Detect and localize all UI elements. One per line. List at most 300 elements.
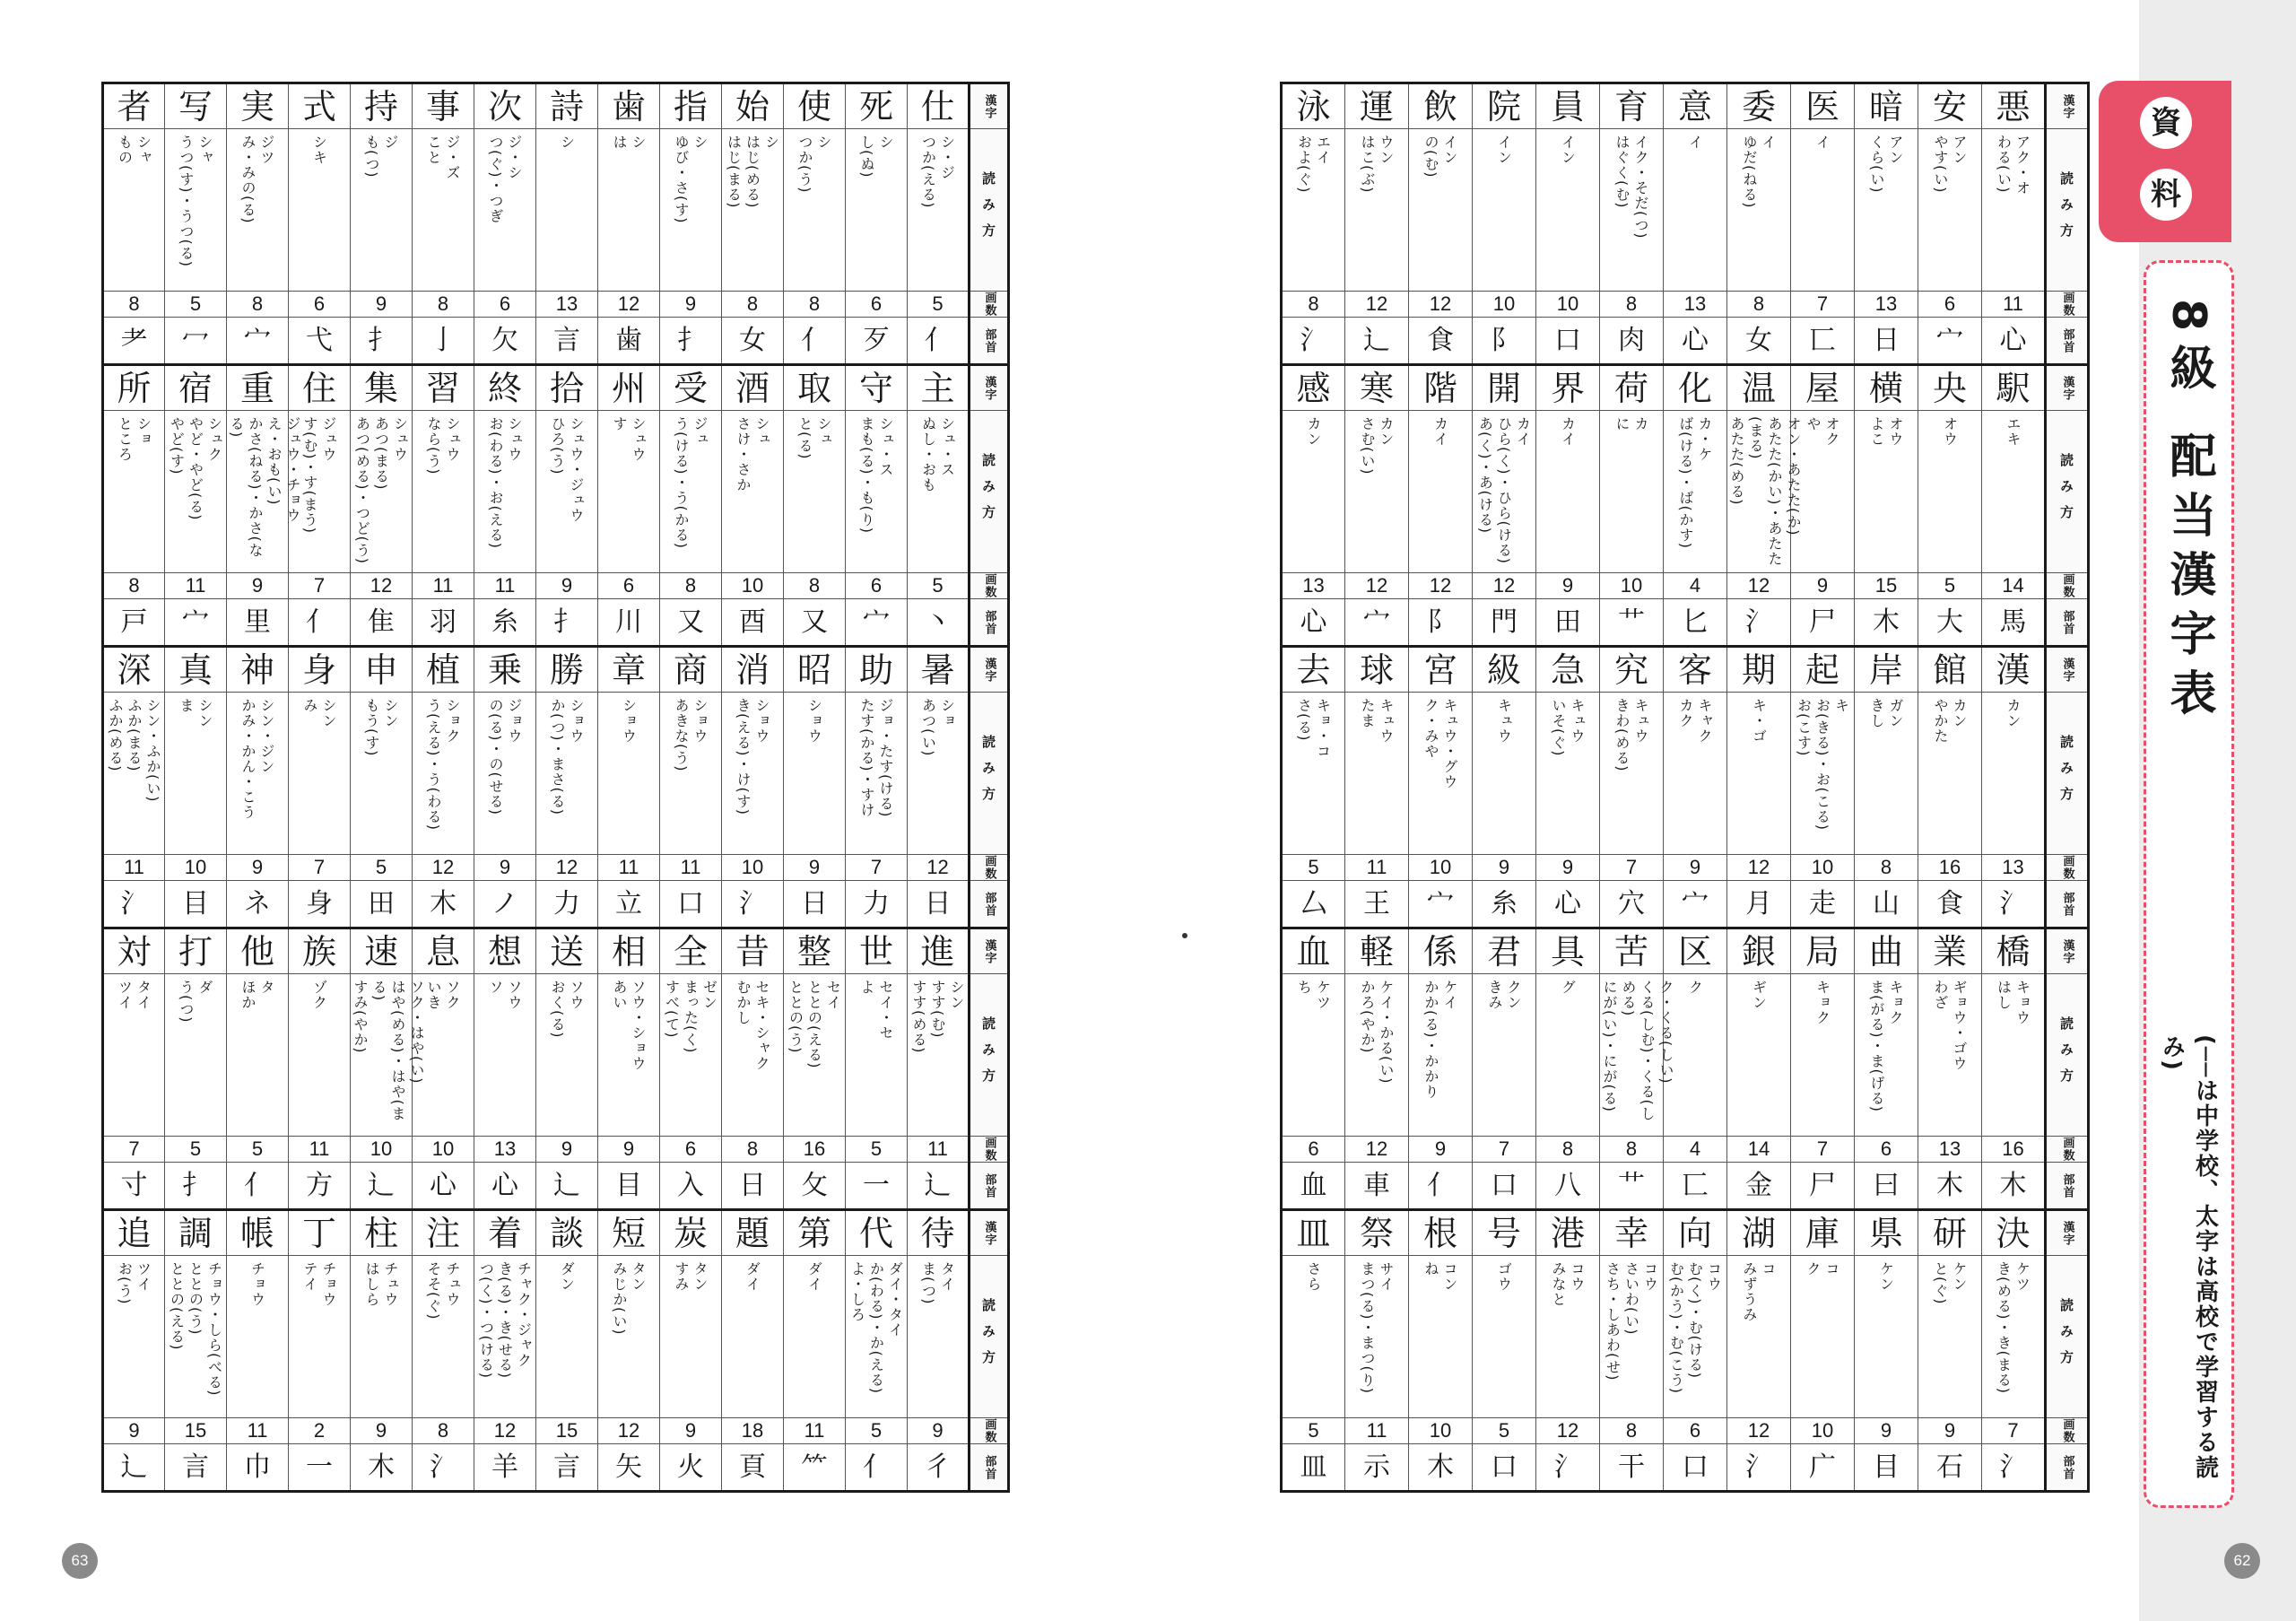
strokes-cell: 9 — [351, 1418, 413, 1444]
kanji-cell: 申 — [351, 647, 413, 693]
strokes-cell: 11 — [1345, 1418, 1409, 1444]
kanji-cell: 飲 — [1409, 83, 1473, 129]
radical-cell: 匸 — [1791, 318, 1855, 365]
table-row-reading — [103, 693, 1009, 855]
reading-text: シュク やど・やど(る) やど(す) — [168, 416, 223, 521]
radical-cell: 辶 — [536, 1163, 598, 1210]
row-label-radical — [970, 1163, 1009, 1210]
strokes-cell: 8 — [103, 573, 165, 599]
kanji-cell: 血 — [1282, 928, 1345, 974]
radical-cell: 門 — [1473, 599, 1536, 647]
reading-cell — [1982, 974, 2046, 1137]
radical-cell: 矢 — [598, 1444, 660, 1492]
reading-cell — [1727, 129, 1791, 292]
strokes-cell: 12 — [1345, 1137, 1409, 1163]
reading-cell — [227, 1256, 289, 1418]
reading-text: ソク・はや(い) はや(める)・はや(まる) すみ(やか) — [352, 980, 425, 1121]
reading-cell — [1982, 693, 2046, 855]
kanji-cell: 柱 — [351, 1210, 413, 1256]
radical-cell: 頁 — [722, 1444, 784, 1492]
strokes-cell: 5 — [1918, 573, 1982, 599]
radical-cell: 口 — [1473, 1444, 1536, 1492]
reading-text: シュウ お(わる)・お(える) — [487, 416, 523, 549]
strokes-cell: 9 — [1918, 1418, 1982, 1444]
radical-cell: 宀 — [1345, 599, 1409, 647]
strokes-cell: 10 — [1600, 573, 1664, 599]
strokes-cell: 13 — [1982, 855, 2046, 881]
kanji-cell: 勝 — [536, 647, 598, 693]
kanji-cell: 感 — [1282, 365, 1345, 411]
reading-text: チュウ はしら — [363, 1261, 399, 1307]
row-label-text: 読み方 — [2058, 1297, 2074, 1376]
strokes-cell: 11 — [474, 573, 536, 599]
reading-text: カン — [2005, 698, 2022, 728]
kanji-cell: 帳 — [227, 1210, 289, 1256]
reading-cell — [1982, 411, 2046, 573]
reading-cell — [351, 974, 425, 1137]
kanji-cell: 業 — [1918, 928, 1982, 974]
radical-cell: 穴 — [1600, 881, 1664, 928]
radical-cell: 立 — [598, 881, 660, 928]
radical-cell: 金 — [1727, 1163, 1791, 1210]
kanji-cell: 酒 — [722, 365, 784, 411]
row-label-radical — [2046, 599, 2089, 647]
reading-text: ショウ か(つ)・まさ(る) — [549, 698, 585, 815]
table-row-reading — [1282, 129, 2089, 292]
reading-text: ジ も(つ) — [363, 135, 399, 179]
radical-cell: 言 — [165, 1444, 227, 1492]
reading-text: シン・ふか(い) ふか(まる) ふか(める) — [107, 698, 161, 803]
reading-text: シ はじ(める) はじ(まる) — [725, 135, 780, 209]
radical-cell: 糸 — [474, 599, 536, 647]
reading-cell — [1282, 411, 1345, 573]
kanji-cell: 庫 — [1791, 1210, 1855, 1256]
radical-cell: 亻 — [1409, 1163, 1473, 1210]
reading-text: カ・ケ ば(ける)・ば(かす) — [1677, 416, 1713, 549]
strokes-cell: 10 — [722, 855, 784, 881]
kanji-cell: 区 — [1664, 928, 1727, 974]
strokes-cell: 9 — [1855, 1418, 1918, 1444]
radical-cell: 肉 — [1600, 318, 1664, 365]
reading-text: シュ・ス まも(る)・も(り) — [858, 416, 894, 534]
reading-cell — [536, 974, 598, 1137]
kanji-cell: 暑 — [908, 647, 970, 693]
kanji-cell: 意 — [1664, 83, 1727, 129]
row-label-kanji — [2046, 1210, 2089, 1256]
reading-text: タイ ま(つ) — [919, 1261, 956, 1305]
strokes-cell: 12 — [598, 292, 660, 318]
radical-cell: 攵 — [784, 1163, 846, 1210]
row-label-strokes — [970, 1137, 1009, 1163]
radical-cell: 王 — [1345, 881, 1409, 928]
reading-cell — [103, 411, 165, 573]
strokes-cell: 12 — [351, 573, 413, 599]
table-row-strokes — [103, 855, 1009, 881]
table-row-radical — [103, 1163, 1009, 1210]
radical-cell: 匸 — [1664, 1163, 1727, 1210]
reading-text: キョウ はし — [1995, 980, 2031, 1025]
kanji-cell: 短 — [598, 1210, 660, 1256]
strokes-cell: 16 — [784, 1137, 846, 1163]
kanji-cell: 軽 — [1345, 928, 1409, 974]
kanji-cell: 整 — [784, 928, 846, 974]
strokes-cell: 8 — [1600, 292, 1664, 318]
reading-cell — [1409, 693, 1473, 855]
radical-cell: 阝 — [1473, 318, 1536, 365]
reading-cell — [598, 411, 660, 573]
row-label-strokes — [970, 855, 1009, 881]
strokes-cell: 7 — [103, 1137, 165, 1163]
page-number-left: 63 — [62, 1543, 98, 1579]
reading-cell — [784, 411, 846, 573]
reading-cell — [1855, 1256, 1918, 1418]
row-label-text: 部首 — [2060, 1172, 2074, 1198]
reading-cell — [165, 129, 227, 292]
reading-text: エキ — [2005, 416, 2022, 447]
strokes-cell: 5 — [351, 855, 413, 881]
radical-cell: 匕 — [1664, 599, 1727, 647]
reading-cell — [660, 693, 722, 855]
kanji-cell: 者 — [103, 83, 165, 129]
strokes-cell: 5 — [165, 292, 227, 318]
reading-cell — [165, 411, 227, 573]
reading-text: ジ・ズ こと — [425, 135, 461, 180]
reading-text: キ・ゴ — [1750, 698, 1768, 744]
kanji-cell: 相 — [598, 928, 660, 974]
strokes-cell: 5 — [908, 292, 970, 318]
table-row-reading — [103, 129, 1009, 292]
reading-text: ゴウ — [1495, 1261, 1513, 1292]
radical-cell: 入 — [660, 1163, 722, 1210]
strokes-cell: 8 — [1855, 855, 1918, 881]
strokes-cell: 9 — [784, 855, 846, 881]
reading-text: シ は — [611, 135, 647, 150]
kanji-cell: 係 — [1409, 928, 1473, 974]
radical-cell: 身 — [289, 881, 351, 928]
reading-cell — [1600, 411, 1664, 573]
reading-cell — [1473, 411, 1536, 573]
kanji-cell: 商 — [660, 647, 722, 693]
reading-cell — [1727, 693, 1791, 855]
strokes-cell: 2 — [289, 1418, 351, 1444]
reading-text: キョ・コ さ(る) — [1295, 698, 1332, 759]
radical-cell: 宀 — [1409, 881, 1473, 928]
strokes-cell: 8 — [413, 1418, 474, 1444]
kanji-cell: 央 — [1918, 365, 1982, 411]
reading-cell — [1791, 129, 1855, 292]
reading-cell — [1855, 974, 1918, 1137]
row-label-radical — [970, 881, 1009, 928]
kanji-cell: 県 — [1855, 1210, 1918, 1256]
strokes-cell: 8 — [1536, 1137, 1600, 1163]
radical-cell: 田 — [1536, 599, 1600, 647]
reading-cell — [1918, 974, 1982, 1137]
reading-text: シュ・ス ぬし・おも — [919, 416, 956, 492]
reading-cell — [660, 1256, 722, 1418]
radical-cell: 扌 — [351, 318, 413, 365]
strokes-cell: 9 — [227, 573, 289, 599]
kanji-cell: 温 — [1727, 365, 1791, 411]
reading-cell — [474, 411, 536, 573]
radical-cell: ネ — [227, 881, 289, 928]
kanji-cell: 速 — [351, 928, 413, 974]
reading-cell — [1600, 129, 1664, 292]
reading-text: シン・ジン かみ・かん・こう — [239, 698, 275, 820]
reading-cell — [1664, 1256, 1727, 1418]
reading-text: カイ — [1431, 416, 1449, 447]
reading-cell — [1536, 411, 1600, 573]
reading-text: イ — [1813, 135, 1831, 150]
kanji-cell: 注 — [413, 1210, 474, 1256]
reading-cell — [598, 693, 660, 855]
strokes-cell: 5 — [227, 1137, 289, 1163]
row-label-text: 読み方 — [2058, 452, 2074, 531]
reading-cell — [289, 129, 351, 292]
radical-cell: 扌 — [536, 599, 598, 647]
kanji-cell: 終 — [474, 365, 536, 411]
reading-cell — [227, 693, 289, 855]
reading-text: シ し(ぬ) — [858, 135, 894, 179]
table-row-kanji — [1282, 365, 2089, 411]
row-label-radical — [970, 1444, 1009, 1492]
kanji-cell: 集 — [351, 365, 413, 411]
row-label-text: 漢字 — [2060, 1220, 2074, 1246]
kanji-cell: 送 — [536, 928, 598, 974]
kanji-cell: 想 — [474, 928, 536, 974]
reading-cell — [1855, 693, 1918, 855]
reading-text: ク・くる(しい) くる(しむ)・くる(しめる) にが(い)・にが(る) — [1601, 980, 1674, 1121]
reading-text: チュウ そそ(ぐ) — [425, 1261, 461, 1320]
reading-text: カン やかた — [1932, 698, 1968, 744]
reading-text: イン — [1495, 135, 1513, 165]
reading-cell — [598, 129, 660, 292]
kanji-cell: 界 — [1536, 365, 1600, 411]
strokes-cell: 12 — [1345, 573, 1409, 599]
radical-cell: 目 — [1855, 1444, 1918, 1492]
reading-text: ダイ・タイ か(わる)・か(える) よ・しろ — [848, 1261, 904, 1394]
reading-cell — [1536, 129, 1600, 292]
strokes-cell: 8 — [1282, 292, 1345, 318]
kanji-cell: 号 — [1473, 1210, 1536, 1256]
reading-cell — [165, 1256, 227, 1418]
row-label-text: 画数 — [2060, 1418, 2074, 1443]
row-label-reading — [970, 693, 1009, 855]
radical-cell: 扌 — [660, 318, 722, 365]
reading-cell — [413, 411, 474, 573]
reading-cell — [351, 129, 413, 292]
kanji-cell: 委 — [1727, 83, 1791, 129]
radical-cell: 木 — [351, 1444, 413, 1492]
reading-text: ショウ — [620, 698, 638, 744]
radical-cell: 木 — [1409, 1444, 1473, 1492]
kanji-cell: 受 — [660, 365, 722, 411]
kanji-cell: 打 — [165, 928, 227, 974]
strokes-cell: 6 — [1918, 292, 1982, 318]
strokes-cell: 14 — [1982, 573, 2046, 599]
radical-cell: 火 — [660, 1444, 722, 1492]
reading-text: シン み — [301, 698, 337, 728]
reading-cell — [1473, 129, 1536, 292]
kanji-cell: 詩 — [536, 83, 598, 129]
kanji-cell: 拾 — [536, 365, 598, 411]
reading-text: ソウ・ショウ あい — [611, 980, 647, 1071]
row-label-strokes — [2046, 855, 2089, 881]
kanji-cell: 昭 — [784, 647, 846, 693]
row-label-strokes — [970, 292, 1009, 318]
row-label-text: 漢字 — [2060, 375, 2074, 401]
reading-cell — [413, 129, 474, 292]
reading-text: アク・オ わる(い) — [1995, 135, 2031, 196]
kanji-cell: 待 — [908, 1210, 970, 1256]
reading-cell — [722, 129, 784, 292]
strokes-cell: 9 — [227, 855, 289, 881]
kanji-cell: 所 — [103, 365, 165, 411]
strokes-cell: 9 — [1664, 855, 1727, 881]
radical-cell: 又 — [660, 599, 722, 647]
table-row-strokes — [1282, 573, 2089, 599]
reading-cell — [1727, 974, 1791, 1137]
reading-cell — [660, 129, 722, 292]
kanji-cell: 育 — [1600, 83, 1664, 129]
strokes-cell: 5 — [908, 573, 970, 599]
reading-text: カ に — [1613, 416, 1649, 431]
radical-cell: 弋 — [289, 318, 351, 365]
row-label-kanji — [2046, 647, 2089, 693]
row-label-text: 読み方 — [980, 1015, 996, 1094]
table-row-strokes — [1282, 1137, 2089, 1163]
kanji-cell: 全 — [660, 928, 722, 974]
reading-text: タン すみ — [673, 1261, 709, 1292]
reading-cell — [1345, 1256, 1409, 1418]
strokes-cell: 13 — [536, 292, 598, 318]
kanji-cell: 宿 — [165, 365, 227, 411]
kanji-cell: 丁 — [289, 1210, 351, 1256]
reading-text: クン きみ — [1486, 980, 1522, 1010]
table-row-kanji — [1282, 647, 2089, 693]
kanji-cell: 守 — [846, 365, 908, 411]
table-row-kanji — [103, 365, 1009, 411]
strokes-cell: 11 — [660, 855, 722, 881]
radical-cell: 八 — [1536, 1163, 1600, 1210]
reading-cell — [908, 411, 970, 573]
reading-text: セキ・シャク むかし — [735, 980, 770, 1071]
row-label-text: 読み方 — [980, 1297, 996, 1376]
kanji-cell: 着 — [474, 1210, 536, 1256]
strokes-cell: 10 — [1536, 292, 1600, 318]
reading-text: シャ うつ(す)・うつ(る) — [178, 135, 213, 267]
kanji-cell: 世 — [846, 928, 908, 974]
reading-text: タン みじか(い) — [611, 1261, 647, 1336]
reading-text: さら — [1305, 1261, 1322, 1292]
strokes-cell: 5 — [1282, 1418, 1345, 1444]
table-row-radical — [103, 1444, 1009, 1492]
kanji-cell: 重 — [227, 365, 289, 411]
radical-cell: 女 — [1727, 318, 1791, 365]
reading-cell — [908, 974, 970, 1137]
row-label-text: 画数 — [982, 292, 996, 317]
table-row-strokes — [103, 573, 1009, 599]
kanji-cell: 安 — [1918, 83, 1982, 129]
kanji-cell: 式 — [289, 83, 351, 129]
strokes-cell: 10 — [1791, 855, 1855, 881]
kanji-cell: 談 — [536, 1210, 598, 1256]
kanji-cell: 向 — [1664, 1210, 1727, 1256]
radical-cell: 糸 — [1473, 881, 1536, 928]
radical-cell: 大 — [1918, 599, 1982, 647]
reading-text: コン ね — [1422, 1261, 1458, 1292]
strokes-cell: 12 — [536, 855, 598, 881]
kanji-cell: 写 — [165, 83, 227, 129]
row-label-text: 画数 — [982, 573, 996, 598]
reading-cell — [227, 411, 301, 573]
strokes-cell: 8 — [103, 292, 165, 318]
reading-cell — [1982, 129, 2046, 292]
reading-cell — [1918, 129, 1982, 292]
right-page — [1148, 0, 2296, 1621]
radical-cell: 辶 — [908, 1163, 970, 1210]
reading-text: ケン — [1877, 1261, 1895, 1292]
row-label-radical — [970, 599, 1009, 647]
kanji-cell: 取 — [784, 365, 846, 411]
kanji-cell: 対 — [103, 928, 165, 974]
radical-cell: 冖 — [165, 318, 227, 365]
row-label-reading — [970, 129, 1009, 292]
radical-cell: 亻 — [846, 1444, 908, 1492]
reading-text: ショク う(える)・う(わる) — [425, 698, 461, 831]
strokes-cell: 7 — [1791, 292, 1855, 318]
strokes-cell: 9 — [660, 292, 722, 318]
radical-cell: 广 — [1791, 1444, 1855, 1492]
kanji-cell: 銀 — [1727, 928, 1791, 974]
radical-cell: 亻 — [784, 318, 846, 365]
row-label-reading — [2046, 974, 2089, 1137]
reading-cell — [722, 1256, 784, 1418]
row-label-text: 画数 — [2060, 573, 2074, 598]
reading-text: ギン — [1750, 980, 1768, 1010]
reading-text: コウ む(く)・む(ける) む(かう)・む(こう) — [1667, 1261, 1723, 1394]
strokes-cell: 11 — [227, 1418, 289, 1444]
reading-text: ジュウ・チョウ え・おも(い) かさ(ねる)・かさ(なる) — [228, 416, 301, 558]
row-label-text: 画数 — [2060, 292, 2074, 317]
kanji-cell: 代 — [846, 1210, 908, 1256]
sidebar-note: (──は中学校、太字は高校で学習する読み) — [2158, 1034, 2219, 1481]
radical-cell: 目 — [165, 881, 227, 928]
strokes-cell: 7 — [1791, 1137, 1855, 1163]
reading-cell — [1409, 411, 1473, 573]
kanji-cell: 球 — [1345, 647, 1409, 693]
reading-cell — [289, 974, 351, 1137]
reading-cell — [1473, 974, 1536, 1137]
reading-text: チョウ・しら(べる) ととの(う) ととの(える) — [168, 1261, 223, 1397]
reading-text: シ ゆび・さ(す) — [673, 135, 709, 224]
kanji-cell: 真 — [165, 647, 227, 693]
reading-text: ダイ — [805, 1261, 823, 1292]
strokes-cell: 11 — [413, 573, 474, 599]
reading-cell — [351, 1256, 413, 1418]
row-label-strokes — [2046, 573, 2089, 599]
reading-text: シュウ なら(う) — [425, 416, 461, 475]
strokes-cell: 8 — [784, 573, 846, 599]
strokes-cell: 10 — [1473, 292, 1536, 318]
reading-cell — [1409, 1256, 1473, 1418]
reading-text: ソウ ソ — [487, 980, 523, 1010]
reading-text: コウ みなと — [1550, 1261, 1586, 1307]
table-row-reading — [1282, 411, 2089, 573]
reading-text: シュウ・ジュウ ひろ(う) — [549, 416, 585, 523]
kanji-cell: 章 — [598, 647, 660, 693]
strokes-cell: 6 — [289, 292, 351, 318]
row-label-reading — [970, 411, 1009, 573]
